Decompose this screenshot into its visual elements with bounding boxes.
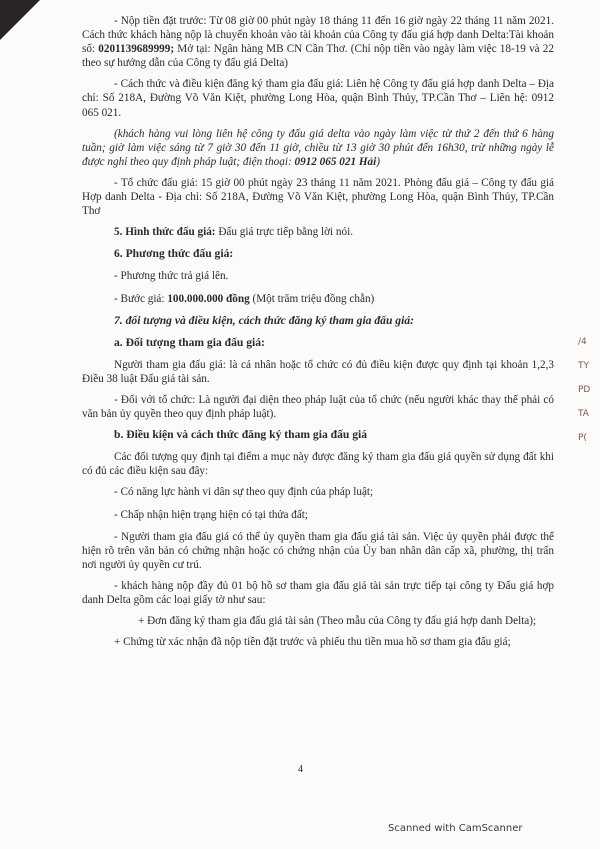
page-number: 4 [298,764,303,775]
edge-mark: TY [578,361,589,371]
edge-mark: TA [578,409,589,419]
auction-time-paragraph: - Tổ chức đấu giá: 15 giờ 00 phút ngày 23 tháng 11 năm 2021. Phòng đấu giá – Công ty đấu giá Hợp danh Delta - Địa chỉ: Số 218A, Đường Võ Văn Kiệt, phường Long Hòa, quận Bình Thủy, TP.Cần Thơ [82,176,554,218]
bid-step-label: - Bước giá: [114,292,168,305]
dossier-paragraph: - khách hàng nộp đầy đủ 01 bộ hồ sơ tham gia đấu giá tài sản trực tiếp tại công ty Đấu giá hợp danh Delta gồm các loại giấy tờ như sau: [82,579,554,606]
stamp-edge-marks [578,330,600,443]
contact-note-paragraph [82,127,554,169]
section-5 [82,225,554,239]
section-5-text: Đấu giá trực tiếp bằng lời nói. [215,226,354,239]
section-6-heading: 6. Phương thức đấu giá: [114,247,234,261]
contact-phone: 0912 065 021 Hải [294,155,377,168]
registration-paragraph: - Cách thức và điều kiện đăng ký tham gia đấu giá: Liên hệ Công ty đấu giá hợp danh Delta – Địa chỉ: Số 218A, Đường Võ Văn Kiệt, phường Long Hòa, quận Bình Thủy, TP.Cần Thơ – Liên hệ: 0912 065 021. [82,78,554,119]
edge-mark: PD [578,385,591,395]
subsection-b-heading: b. Điều kiện và cách thức đăng ký tham gia đấu giá [114,428,368,442]
scanner-watermark: Scanned with CamScanner [388,823,523,834]
participant-paragraph: Người tham gia đấu giá: là cá nhân hoặc tổ chức có đủ điều kiện được quy định tại khoản 1,2,3 Điều 38 luật Đấu giá tài sản. [82,358,554,385]
section-7-heading: 7. đối tượng và điều kiện, cách thức đăng ký tham gia đấu giá: [114,313,414,327]
bid-step-tail: (Một trăm triệu đồng chẵn) [249,292,375,305]
deposit-paragraph [82,14,554,70]
conditions-intro-paragraph: Các đối tượng quy định tại điểm a mục này được đăng ký tham gia đấu giá quyền sử dụng đất khi có đủ các điều kiện sau đây: [82,451,554,478]
account-number: 0201139689999; [98,43,175,56]
edge-mark: P( [578,433,587,443]
deposit-text: - Nộp tiền đặt trước: Từ 08 giờ 00 phút ngày 18 tháng 11 đến 16 giờ ngày 22 tháng 11 năm 2021. Cách thức khách hàng nộp là chuyển khoản vào tài khoản của Công ty đấu giá hợp danh Delta:Tài khoản số: [82,15,554,56]
document-body [82,14,554,656]
contact-note-tail: ) [376,155,380,168]
contact-note-text: (khách hàng vui lòng liên hệ công ty đấu giá delta vào ngày làm việc từ thứ 2 đến thứ 6 hàng tuần; giờ làm việc sáng từ 7 giờ 30 đến 11 giờ, chiều từ 13 giờ 30 phút đến 16h30, trừ những ngày lễ được nghỉ theo quy định pháp luật; điện thoại: [82,127,554,168]
dossier-item: + Đơn đăng ký tham gia đấu giá tài sản (Theo mẫu của Công ty đấu giá hợp danh Delta); [138,615,537,628]
dossier-item: + Chứng từ xác nhận đã nộp tiền đặt trước và phiếu thu tiền mua hồ sơ tham gia đấu giá; [114,636,511,649]
method-item: - Phương thức trả giá lên. [114,270,229,283]
scan-corner-shadow [0,0,40,40]
bid-step-value: 100.000.000 đồng [167,292,250,305]
deposit-text-tail: Mở tại: Ngân hàng MB CN Cần Thơ. (Chỉ nộp tiền vào ngày làm việc 18-19 và 22 theo sự hướng dẫn của Công ty đấu giá Delta) [82,43,554,70]
authorization-paragraph: - Người tham gia đấu giá có thể ủy quyền tham gia đấu giá tài sản. Việc ủy quyền phải được thể hiện rõ trên văn bản có chứng nhận hoặc có chứng nhận của Ủy ban nhân dân cấp xã, phường, thị trấn nơi người ủy quyền cư trú. [82,530,554,571]
condition-item: - Chấp nhận hiện trạng hiện có tại thửa đất; [114,508,309,521]
section-5-heading: 5. Hình thức đấu giá: [114,226,216,239]
edge-mark: /4 [578,337,587,347]
organization-paragraph: - Đối với tổ chức: Là người đại diện theo pháp luật của tổ chức (nếu người khác thay thế phải có văn bản ủy quyền theo quy định pháp luật). [82,393,554,421]
subsection-a-heading: a. Đối tượng tham gia đấu giá: [114,335,265,349]
condition-item: - Có năng lực hành vi dân sự theo quy định của pháp luật; [114,486,374,499]
bid-step-item [82,292,554,306]
